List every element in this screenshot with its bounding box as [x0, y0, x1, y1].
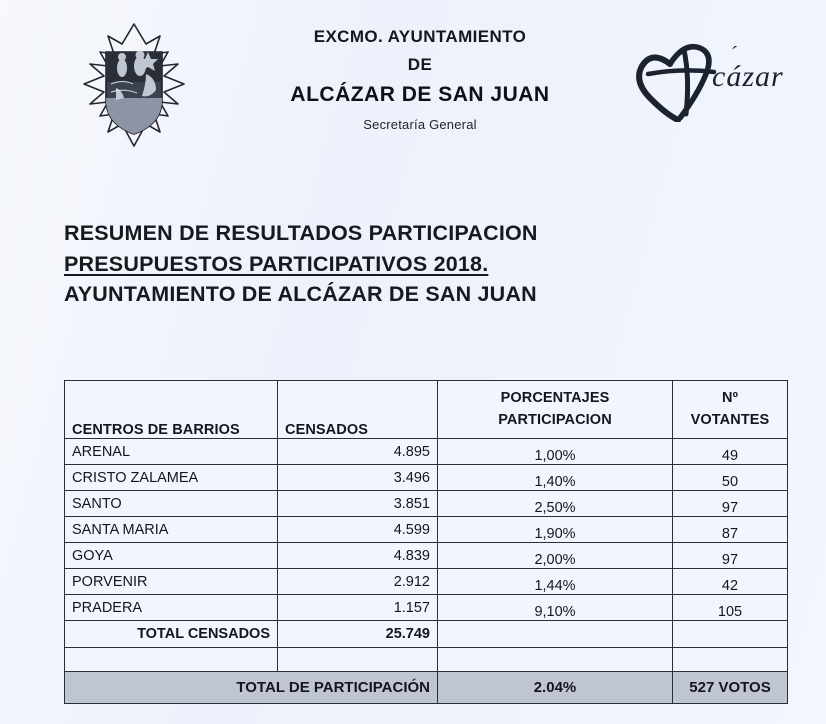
letterhead: [0, 0, 826, 170]
total-participacion-label: TOTAL DE PARTICIPACIÓN: [65, 672, 438, 704]
spacer-row: [65, 648, 788, 672]
column-header-porcentajes-participacion: [438, 381, 673, 439]
title-line-3: AYUNTAMIENTO DE ALCÁZAR DE SAN JUAN: [64, 282, 537, 307]
letterhead-text: [222, 26, 618, 132]
column-header-centros-de-barrios: CENTROS DE BARRIOS: [65, 381, 278, 439]
svg-text:cázar: cázar: [712, 60, 784, 93]
table-row: [65, 595, 788, 621]
table-row: [65, 543, 788, 569]
results-table: [64, 380, 788, 704]
report-title: [64, 218, 764, 310]
results-table-container: [64, 380, 787, 704]
cell-censados: 1.157: [278, 595, 438, 621]
total-censados-row: [65, 621, 788, 648]
table-row: [65, 569, 788, 595]
cell-porcentaje: 2,50%: [438, 491, 673, 517]
column-header-votantes-line1: Nº: [722, 389, 738, 406]
cell-porcentaje: 1,90%: [438, 517, 673, 543]
column-header-numero-votantes: [673, 381, 788, 439]
letterhead-line2: DE: [407, 54, 433, 74]
cell-barrio: GOYA: [65, 543, 278, 569]
title-line-1: RESUMEN DE RESULTADOS PARTICIPACION: [64, 221, 538, 245]
cell-barrio: CRISTO ZALAMEA: [65, 465, 278, 491]
spacer-cell-4: [673, 648, 788, 672]
cell-censados: 4.895: [278, 439, 438, 465]
cell-porcentaje: 2,00%: [438, 543, 673, 569]
spacer-cell-3: [438, 648, 673, 672]
table-header-row: [65, 381, 788, 439]
cell-barrio: ARENAL: [65, 439, 278, 465]
cell-barrio: SANTO: [65, 491, 278, 517]
column-header-porcentajes-line2: PARTICIPACION: [498, 411, 612, 428]
cell-censados: 2.912: [278, 569, 438, 595]
total-participacion-porcentaje: 2.04%: [438, 672, 673, 704]
table-row: [65, 439, 788, 465]
svg-text:´: ´: [730, 43, 737, 65]
column-header-censados: CENSADOS: [278, 381, 438, 439]
letterhead-line3: ALCÁZAR DE SAN JUAN: [290, 83, 550, 107]
table-body: [65, 439, 788, 704]
cell-votantes: 105: [673, 595, 788, 621]
column-header-porcentajes-line1: PORCENTAJES: [500, 389, 610, 406]
cell-barrio: PORVENIR: [65, 569, 278, 595]
cell-barrio: PRADERA: [65, 595, 278, 621]
cell-porcentaje: 1,40%: [438, 465, 673, 491]
total-censados-label: TOTAL CENSADOS: [65, 621, 278, 648]
total-censados-empty-votantes: [673, 621, 788, 648]
total-participacion-row: [65, 672, 788, 704]
spacer-cell-1: [65, 648, 278, 672]
cell-censados: 4.839: [278, 543, 438, 569]
cell-censados: 4.599: [278, 517, 438, 543]
spacer-cell-2: [278, 648, 438, 672]
cell-votantes: 50: [673, 465, 788, 491]
total-censados-empty-pct: [438, 621, 673, 648]
column-header-votantes-line2: VOTANTES: [690, 411, 770, 428]
table-row: [65, 465, 788, 491]
alcazar-heart-logo-icon: [612, 30, 802, 122]
letterhead-subtitle: Secretaría General: [363, 116, 477, 132]
cell-porcentaje: 1,00%: [438, 439, 673, 465]
cell-votantes: 97: [673, 543, 788, 569]
cell-votantes: 97: [673, 491, 788, 517]
total-participacion-votantes: 527 VOTOS: [673, 672, 788, 704]
cell-porcentaje: 1,44%: [438, 569, 673, 595]
cell-votantes: 42: [673, 569, 788, 595]
alcazar-coat-of-arms-icon: [78, 22, 190, 148]
table-row: [65, 491, 788, 517]
title-line-2: PRESUPUESTOS PARTICIPATIVOS 2018.: [64, 251, 489, 276]
cell-censados: 3.851: [278, 491, 438, 517]
letterhead-line1: EXCMO. AYUNTAMIENTO: [313, 27, 527, 46]
cell-barrio: SANTA MARIA: [65, 517, 278, 543]
cell-votantes: 49: [673, 439, 788, 465]
cell-censados: 3.496: [278, 465, 438, 491]
total-censados-value: 25.749: [278, 621, 438, 648]
table-row: [65, 517, 788, 543]
cell-votantes: 87: [673, 517, 788, 543]
cell-porcentaje: 9,10%: [438, 595, 673, 621]
